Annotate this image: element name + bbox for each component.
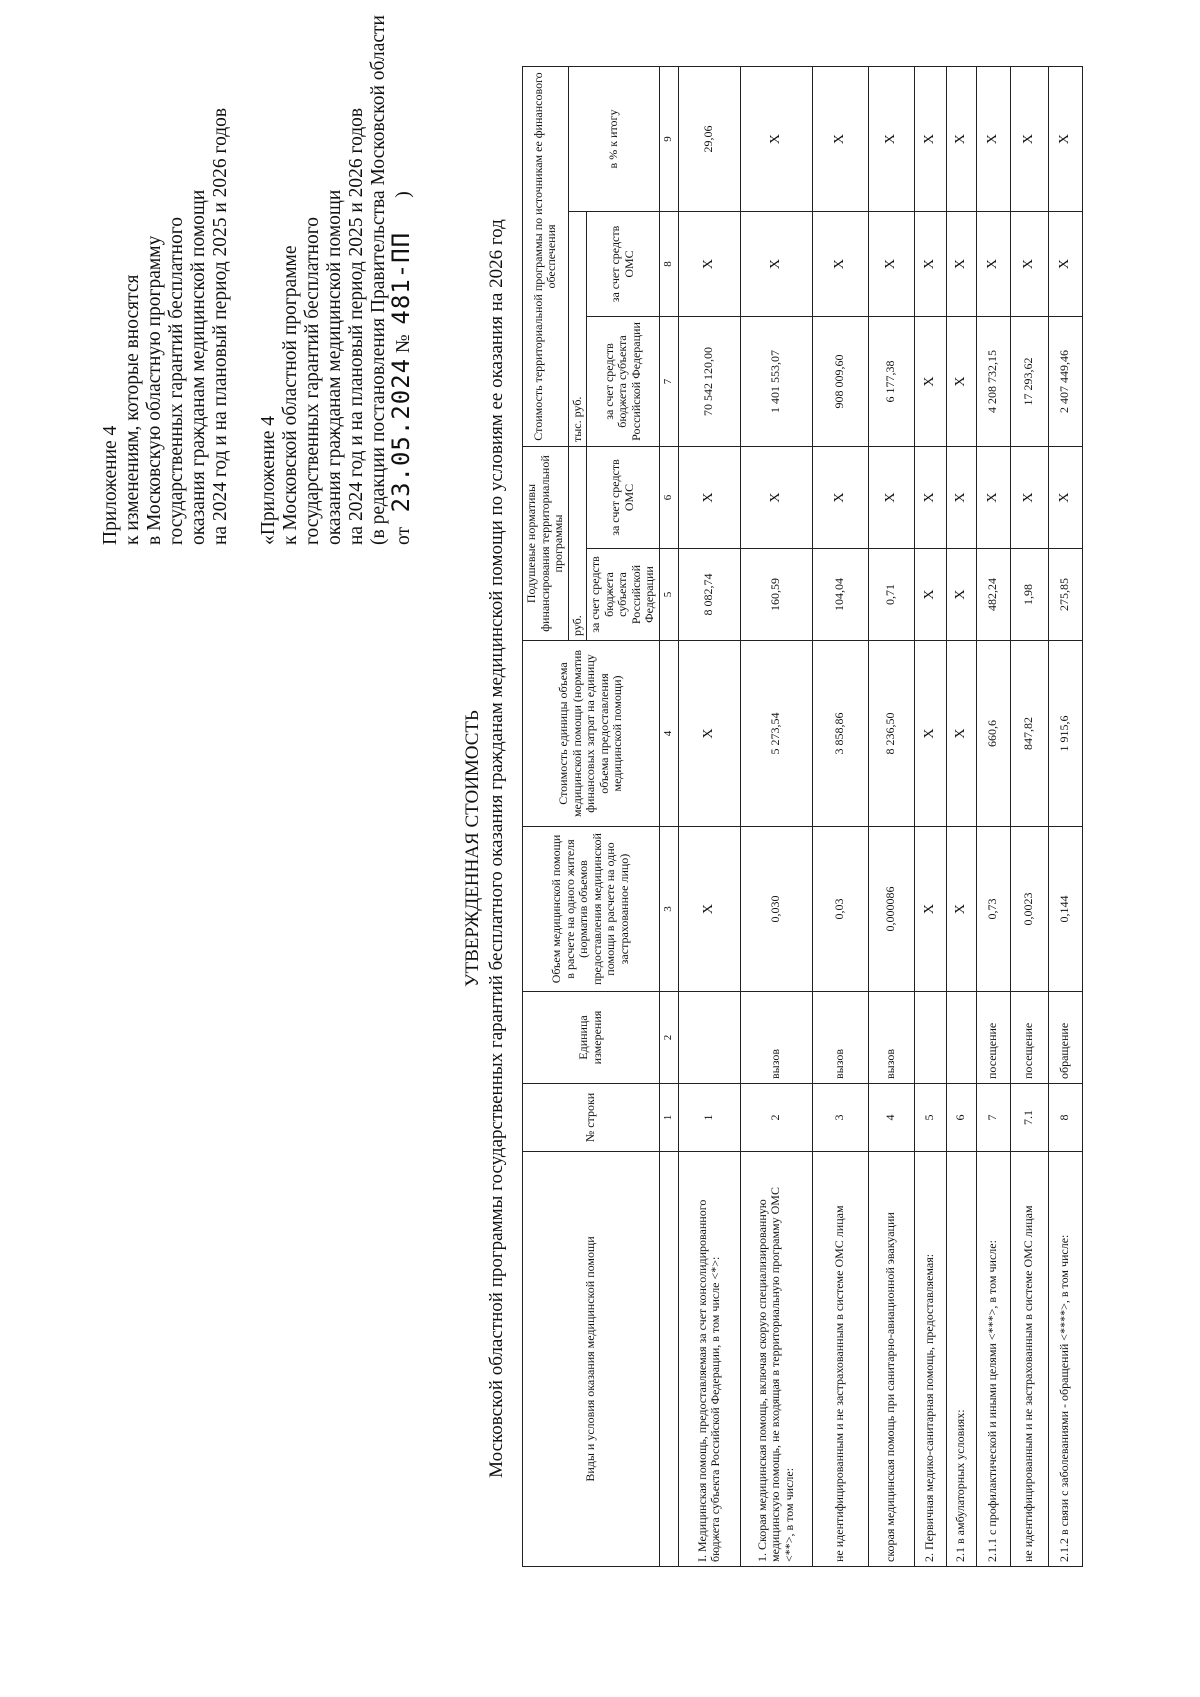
row-number: 4	[868, 1084, 914, 1152]
row-unit: вызов	[812, 992, 868, 1084]
decree-close: )	[393, 191, 414, 198]
row-cost-budget: 4 208 732,15	[976, 317, 1010, 447]
appendix-line: в Московскую областную программу	[144, 235, 165, 545]
appendix-note	[100, 108, 232, 545]
row-unit: обращение	[1048, 992, 1082, 1084]
row-volume: X	[946, 827, 976, 992]
row-per-capita-oms: X	[976, 447, 1010, 549]
header-rub: руб.	[568, 447, 587, 641]
row-per-capita-budget: 275,85	[1048, 549, 1082, 641]
row-per-capita-budget: 160,59	[740, 549, 812, 641]
row-per-capita-oms: X	[1048, 447, 1082, 549]
row-cost-oms: X	[678, 212, 740, 317]
header-budget: за счет средств бюджета субъекта Российской Федерации	[587, 549, 660, 641]
row-unit: вызов	[868, 992, 914, 1084]
row-per-capita-oms: X	[868, 447, 914, 549]
table-row	[868, 67, 914, 1567]
col-number: 3	[659, 827, 678, 992]
row-percent: X	[946, 67, 976, 212]
table-row	[740, 67, 812, 1567]
row-percent: X	[740, 67, 812, 212]
row-percent: X	[1048, 67, 1082, 212]
table-row	[914, 67, 946, 1567]
header-unit: Единица измерения	[523, 992, 660, 1084]
row-volume: 0,03	[812, 827, 868, 992]
row-unit-cost: X	[914, 641, 946, 827]
header-oms: за счет средств ОМС	[587, 447, 660, 549]
appendix-line: на 2024 год и на плановый период 2025 и 2026 годов	[210, 107, 231, 545]
row-per-capita-oms: X	[914, 447, 946, 549]
row-per-capita-budget: 482,24	[976, 549, 1010, 641]
original-line: государственных гарантий бесплатного	[302, 216, 323, 545]
table-row	[946, 67, 976, 1567]
row-per-capita-oms: X	[740, 447, 812, 549]
row-number: 6	[946, 1084, 976, 1152]
decree-date: 23.05.2024	[387, 357, 415, 513]
col-number: 2	[659, 992, 678, 1084]
row-number: 7.1	[1010, 1084, 1048, 1152]
row-unit-cost: 8 236,50	[868, 641, 914, 827]
row-unit	[914, 992, 946, 1084]
decree-prefix: от	[393, 526, 414, 545]
original-line: к Московской областной программе	[280, 245, 301, 545]
decree-num-sign: №	[393, 334, 414, 353]
row-unit-cost: 5 273,54	[740, 641, 812, 827]
row-cost-budget: 1 401 553,07	[740, 317, 812, 447]
header-thousand-rub: тыс. руб.	[568, 212, 587, 447]
appendix-line: Приложение 4	[100, 425, 121, 545]
row-volume: X	[678, 827, 740, 992]
row-cost-oms: X	[1048, 212, 1082, 317]
row-cost-oms: X	[812, 212, 868, 317]
original-appendix-note	[258, 15, 415, 545]
row-cost-oms: X	[914, 212, 946, 317]
row-volume: 0,73	[976, 827, 1010, 992]
col-number-empty	[659, 1152, 678, 1567]
row-per-capita-budget: 1,98	[1010, 549, 1048, 641]
row-number: 7	[976, 1084, 1010, 1152]
row-unit: посещение	[976, 992, 1010, 1084]
col-number: 8	[659, 212, 678, 317]
row-per-capita-budget: X	[914, 549, 946, 641]
col-number: 4	[659, 641, 678, 827]
header-percent: в % к итогу	[568, 67, 659, 212]
cost-table	[522, 66, 1083, 1567]
row-unit: вызов	[740, 992, 812, 1084]
row-cost-oms: X	[1010, 212, 1048, 317]
row-volume: 0,144	[1048, 827, 1082, 992]
document-title: УТВЕРЖДЕННАЯ СТОИМОСТЬ	[462, 710, 483, 987]
header-program-cost: Стоимость территориальной программы по источникам ее финансового обеспечения	[523, 67, 569, 447]
header-budget-2: за счет средств бюджета субъекта Российской Федерации	[587, 317, 660, 447]
row-per-capita-oms: X	[812, 447, 868, 549]
original-line: на 2024 год и на плановый период 2025 и 2026 годов	[346, 107, 367, 545]
row-percent: X	[812, 67, 868, 212]
row-per-capita-oms: X	[1010, 447, 1048, 549]
table-body	[678, 67, 1082, 1567]
header-cost: Стоимость единицы объема медицинской помощи (норматив финансовых затрат на единицу объема предоставления медицинской помощи)	[523, 641, 660, 827]
row-name: не идентифицированным и не застрахованным в системе ОМС лицам	[1010, 1152, 1048, 1567]
document-subtitle: Московской областной программы государственных гарантий бесплатного оказания гражданам медицинской помощи по условиям ее оказания на 2026 год	[486, 219, 507, 1478]
row-cost-oms: X	[868, 212, 914, 317]
original-line: (в редакции постановления Правительства Московской области	[368, 15, 389, 545]
row-per-capita-budget: 104,04	[812, 549, 868, 641]
col-number: 1	[659, 1084, 678, 1152]
row-volume: 0,030	[740, 827, 812, 992]
row-percent: 29,06	[678, 67, 740, 212]
appendix-line: к изменениям, которые вносятся	[122, 274, 143, 545]
row-cost-budget: 17 293,62	[1010, 317, 1048, 447]
header-volume: Объем медицинской помощи в расчете на одного жителя (норматив объемов предоставления медицинской помощи в расчете на одно застрахованное лицо)	[523, 827, 660, 992]
row-unit	[946, 992, 976, 1084]
header-row-no: № строки	[523, 1084, 660, 1152]
row-per-capita-budget: 0,71	[868, 549, 914, 641]
row-volume: X	[914, 827, 946, 992]
row-unit-cost: 847,82	[1010, 641, 1048, 827]
col-number: 6	[659, 447, 678, 549]
row-cost-oms: X	[740, 212, 812, 317]
row-volume: 0,0023	[1010, 827, 1048, 992]
row-name: 2.1.2 в связи с заболеваниями - обращений <****>, в том числе:	[1048, 1152, 1082, 1567]
table-row	[678, 67, 740, 1567]
row-per-capita-budget: X	[946, 549, 976, 641]
row-unit-cost: X	[946, 641, 976, 827]
row-volume: 0,000086	[868, 827, 914, 992]
table-row	[1010, 67, 1048, 1567]
row-unit: посещение	[1010, 992, 1048, 1084]
row-unit-cost: 3 858,86	[812, 641, 868, 827]
table-row	[812, 67, 868, 1567]
row-name: 2.1 в амбулаторных условиях:	[946, 1152, 976, 1567]
row-number: 3	[812, 1084, 868, 1152]
row-percent: X	[1010, 67, 1048, 212]
row-cost-budget: X	[946, 317, 976, 447]
row-cost-budget: 6 177,38	[868, 317, 914, 447]
row-name: не идентифицированным и не застрахованным в системе ОМС лицам	[812, 1152, 868, 1567]
row-number: 2	[740, 1084, 812, 1152]
header-oms-2: за счет средств ОМС	[587, 212, 660, 317]
col-number: 5	[659, 549, 678, 641]
row-percent: X	[868, 67, 914, 212]
col-number: 9	[659, 67, 678, 212]
header-types: Виды и условия оказания медицинской помощи	[523, 1152, 660, 1567]
row-cost-budget: 2 407 449,46	[1048, 317, 1082, 447]
row-unit	[678, 992, 740, 1084]
row-cost-oms: X	[946, 212, 976, 317]
row-name: 2.1.1 с профилактической и иными целями <***>, в том числе:	[976, 1152, 1010, 1567]
row-number: 8	[1048, 1084, 1082, 1152]
original-line: «Приложение 4	[258, 415, 279, 545]
row-name: 1. Скорая медицинская помощь, включая скорую специализированную медицинскую помощь, не входящая в территориальную программу ОМС <**>, в том числе:	[740, 1152, 812, 1567]
decree-line	[387, 15, 415, 545]
table-row	[1048, 67, 1082, 1567]
row-unit-cost: 660,6	[976, 641, 1010, 827]
row-number: 5	[914, 1084, 946, 1152]
row-percent: X	[914, 67, 946, 212]
table-row	[976, 67, 1010, 1567]
row-cost-budget: X	[914, 317, 946, 447]
row-per-capita-budget: 8 082,74	[678, 549, 740, 641]
header-per-capita: Подушевые нормативы финансирования территориальной программы	[523, 447, 569, 641]
row-number: 1	[678, 1084, 740, 1152]
col-number: 7	[659, 317, 678, 447]
row-cost-oms: X	[976, 212, 1010, 317]
row-percent: X	[976, 67, 1010, 212]
row-name: 2. Первичная медико-санитарная помощь, предоставляемая:	[914, 1152, 946, 1567]
original-line: оказания гражданам медицинской помощи	[324, 189, 345, 545]
appendix-line: государственных гарантий бесплатного	[166, 216, 187, 545]
appendix-line: оказания гражданам медицинской помощи	[188, 189, 209, 545]
row-per-capita-oms: X	[678, 447, 740, 549]
row-unit-cost: 1 915,6	[1048, 641, 1082, 827]
row-cost-budget: 908 009,60	[812, 317, 868, 447]
decree-number: 481-ПП	[387, 231, 415, 325]
row-per-capita-oms: X	[946, 447, 976, 549]
row-cost-budget: 70 542 120,00	[678, 317, 740, 447]
row-unit-cost: X	[678, 641, 740, 827]
row-name: I. Медицинская помощь, предоставляемая за счет консолидированного бюджета субъекта Российской Федерации, в том числе <*>:	[678, 1152, 740, 1567]
row-name: скорая медицинская помощь при санитарно-авиационной эвакуации	[868, 1152, 914, 1567]
